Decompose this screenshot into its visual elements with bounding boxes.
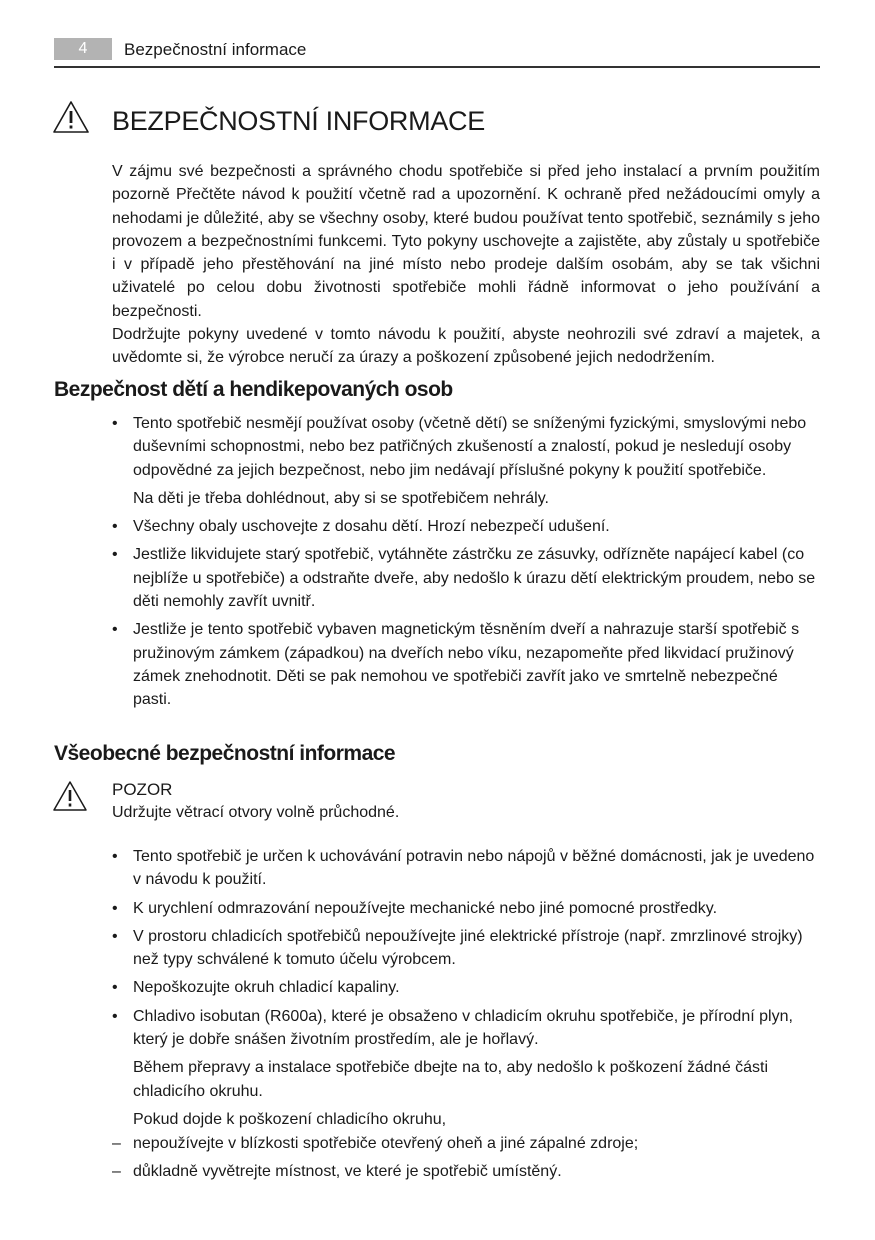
children-safety-list [112, 412, 820, 717]
list-item-text: Nepoškozujte okruh chladicí kapaliny. [133, 979, 400, 997]
bullet: • [112, 979, 118, 997]
bullet: • [112, 899, 118, 917]
page-title: BEZPEČNOSTNÍ INFORMACE [112, 106, 485, 136]
list-item [112, 897, 820, 920]
list-item-text: Tento spotřebič je určen k uchovávání potravin nebo nápojů v běžné domácnosti, jak je uvedeno v návodu k použití. [133, 848, 815, 889]
list-item [112, 925, 820, 972]
dash-item [112, 1160, 820, 1183]
list-item-text: Všechny obaly uschovejte z dosahu dětí. Hrozí nebezpečí udušení. [133, 518, 610, 536]
page-header [54, 36, 820, 68]
warning-title: POZOR [112, 780, 173, 799]
dash-item-text: důkladně vyvětrejte místnost, ve které je spotřebič umístěný. [133, 1163, 562, 1181]
list-item-note: Během přepravy a instalace spotřebiče dbejte na to, aby nedošlo k poškození žádné části chladicího okruhu. [133, 1059, 769, 1100]
bullet: • [112, 848, 118, 865]
list-item-text: Jestliže je tento spotřebič vybaven magnetickým těsněním dveří a nahrazuje starší spotřebič s pružinovým zámkem (západkou) na dveřích nebo víku, nezapomeňte před likvidací pružinový zámek znehodnotit. Děti se pak nemohou ve spotřebiči zavřít jako ve smrtelně nebezpečné pasti. [133, 621, 800, 709]
general-safety-list [112, 845, 820, 1136]
intro-paragraph: Dodržujte pokyny uvedené v tomto návodu k použití, abyste neohrozili své zdraví a majetek, a uvědomte si, že výrobce neručí za úrazy a poškození způsobené jejich nedodržením. [112, 326, 820, 367]
list-item-text: V prostoru chladicích spotřebičů nepoužívejte jiné elektrické přístroje (např. zmrzlinové strojky) než typy schválené k tomuto účelu výrobcem. [133, 927, 803, 969]
page-number: 4 [54, 38, 112, 60]
list-item [112, 618, 820, 711]
list-item [112, 515, 820, 538]
dash-item-text: nepoužívejte v blízkosti spotřebiče otevřený oheň a jiné zápalné zdroje; [133, 1135, 639, 1152]
list-item [112, 845, 820, 892]
bullet: • [112, 415, 118, 432]
warning-triangle-icon [52, 780, 88, 812]
dash: – [112, 1163, 121, 1181]
bullet: • [112, 1007, 118, 1025]
bullet: • [112, 621, 118, 639]
warning-triangle-icon [52, 100, 90, 134]
list-item-text: Chladivo isobutan (R600a), které je obsaženo v chladicím okruhu spotřebiče, je přírodní plyn, který je dobře snášen životním prostředím, ale je hořlavý. [133, 1007, 793, 1049]
intro-paragraph: V zájmu své bezpečnosti a správného chodu spotřebiče si před jeho instalací a prvním použitím pozorně Přečtěte návod k použití včetně rad a upozornění. K ochraně před nežádoucími omyly a nehodami je důležité, aby se všechny osoby, které budou používat tento spotřebič, seznámily s jeho provozem a bezpečnostními funkcemi. Tyto pokyny uschovejte a zajistěte, aby zůstaly u spotřebiče i v případě jeho přestěhování na jiné místo nebo prodeje dalším osobám, aby se tak všichni uživatelé po celou dobu životnosti spotřebiče mohli řádně informovat o jeho používání a bezpečnosti. [112, 163, 820, 320]
list-item-note: Na děti je třeba dohlédnout, aby si se spotřebičem nehrály. [133, 489, 549, 507]
list-item-text: Tento spotřebič nesmějí používat osoby (včetně dětí) se sníženými fyzickými, smyslovými nebo duševními schopnostmi, nebo bez patřičných zkušeností a znalostí, pokud je nesledují osoby odpovědné za jejich bezpečnost, nebo jim nedávají příslušné pokyny k použití spotřebiče. [133, 415, 807, 479]
list-item [112, 412, 820, 510]
section-heading-general-safety: Všeobecné bezpečnostní informace [54, 742, 396, 765]
list-item-note: Pokud dojde k poškození chladicího okruhu, [133, 1110, 447, 1128]
bullet: • [112, 518, 118, 536]
section-heading-children-safety: Bezpečnost dětí a hendikepovaných osob [54, 378, 453, 401]
intro-text [112, 160, 820, 370]
list-item-text: K urychlení odmrazování nepoužívejte mechanické nebo jiné pomocné prostředky. [133, 899, 718, 917]
dash-list [112, 1132, 820, 1189]
bullet: • [112, 927, 118, 945]
dash-item [112, 1132, 820, 1155]
dash: – [112, 1135, 121, 1152]
running-title: Bezpečnostní informace [124, 40, 307, 59]
list-item [112, 543, 820, 613]
bullet: • [112, 546, 118, 564]
list-item-text: Jestliže likvidujete starý spotřebič, vytáhněte zástrčku ze zásuvky, odřízněte napájecí kabel (co nejblíže u spotřebiče) a odstraňte dveře, aby nedošlo k úrazu dětí elektrickým proudem, nebo se děti nemohly zavřít uvnitř. [133, 546, 816, 611]
list-item [112, 1005, 820, 1131]
warning-text: Udržujte větrací otvory volně průchodné. [112, 804, 400, 821]
list-item [112, 976, 820, 999]
